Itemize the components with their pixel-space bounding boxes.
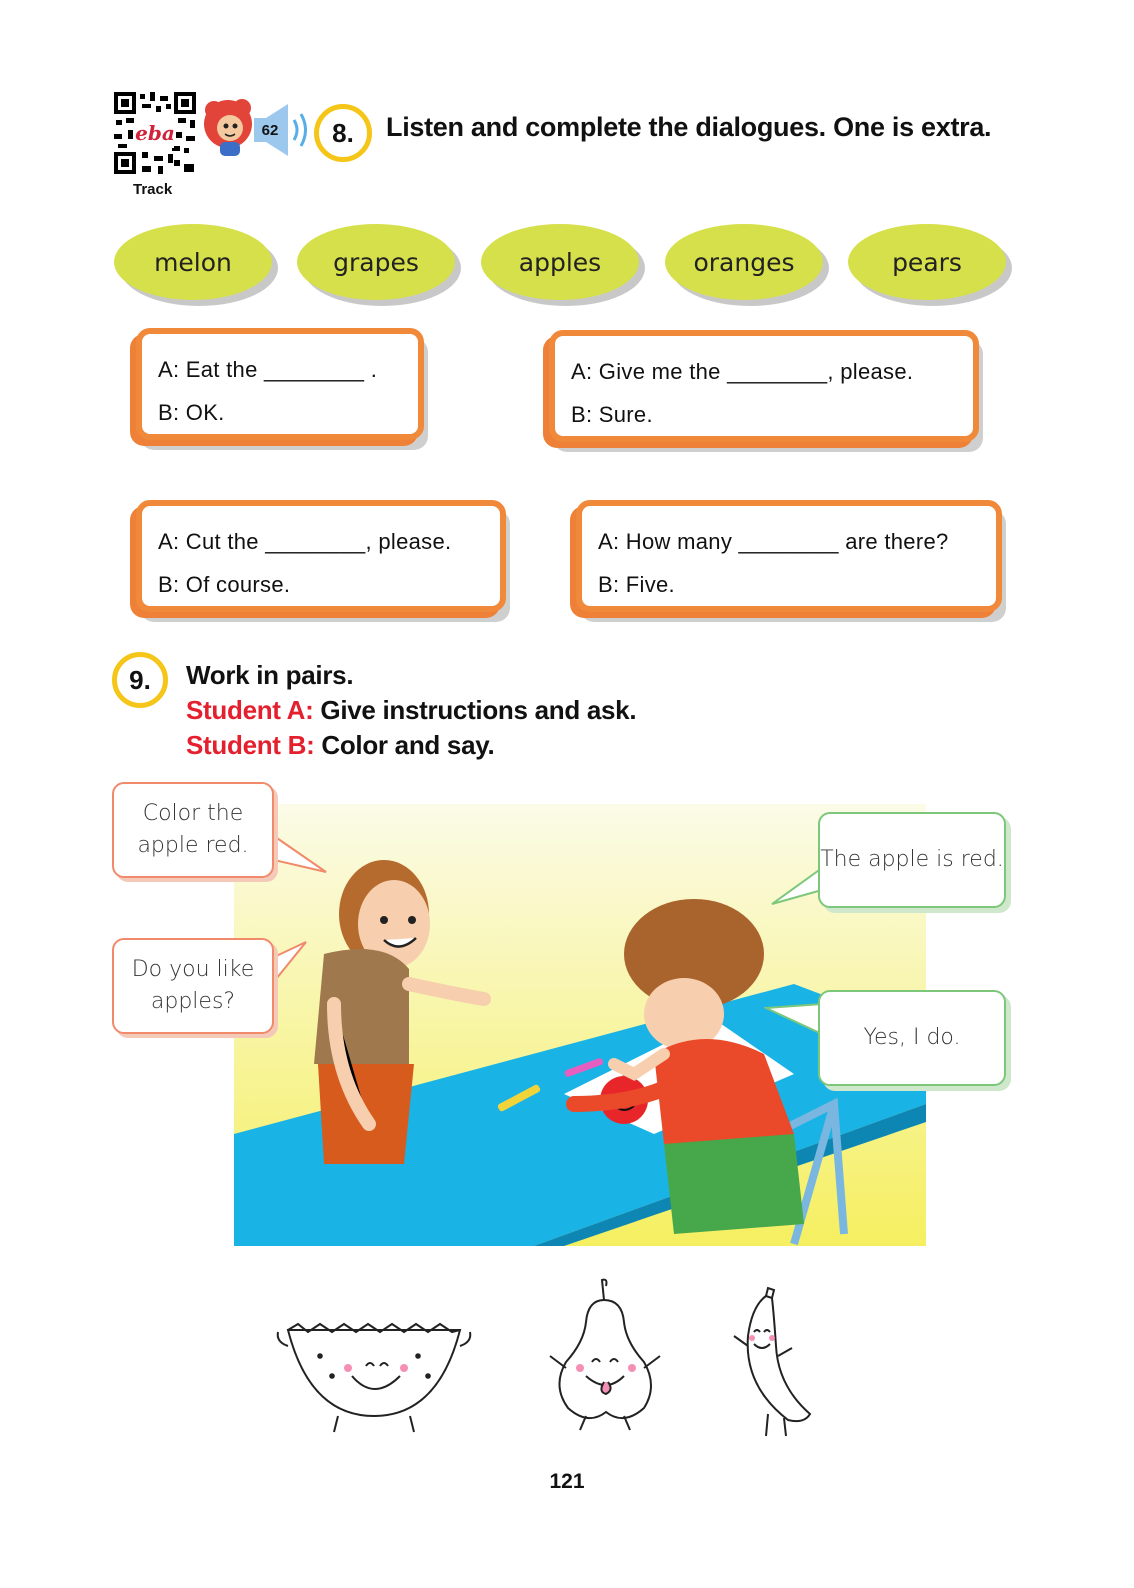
mascot-icon <box>200 96 260 160</box>
word-option-melon[interactable]: melon <box>114 224 272 300</box>
dialogue-line-b: B: Of course. <box>158 572 291 597</box>
audio-track-button[interactable] <box>252 104 314 156</box>
exercise-9-number: 9. <box>112 652 168 708</box>
word-option-grapes[interactable]: grapes <box>297 224 455 300</box>
dialogue-box-4 <box>576 500 1002 612</box>
fruit-doodles <box>268 1276 828 1446</box>
banana-icon <box>734 1288 810 1436</box>
svg-text:eba: eba <box>135 121 175 145</box>
dialogue-box-2 <box>549 330 979 442</box>
bubble-tail <box>270 938 310 998</box>
speech-bubble-yes-i-do: Yes, I do. <box>818 990 1006 1086</box>
bubble-tail <box>768 860 824 910</box>
pear-icon <box>550 1280 660 1430</box>
speech-bubble-do-you-like: Do you like apples? <box>112 938 274 1034</box>
word-option-pears[interactable]: pears <box>848 224 1006 300</box>
dialogue-line-b: B: Sure. <box>571 402 653 427</box>
student-b-instruction <box>186 730 494 761</box>
word-option-oranges[interactable]: oranges <box>665 224 823 300</box>
student-b-text: Color and say. <box>314 730 495 760</box>
exercise-8-number: 8. <box>314 104 372 162</box>
track-label: Track <box>133 181 173 198</box>
speech-bubble-apple-is-red: The apple is red. <box>818 812 1006 908</box>
qr-code[interactable] <box>112 90 198 176</box>
dialogue-box-3 <box>136 500 506 612</box>
student-a-text: Give instructions and ask. <box>313 695 637 725</box>
student-a-label: Student A: <box>186 695 314 725</box>
svg-text:62: 62 <box>261 122 279 139</box>
student-a-instruction <box>186 695 636 726</box>
student-b-label: Student B: <box>186 730 315 760</box>
watermelon-icon <box>278 1324 471 1432</box>
dialogue-line-a[interactable]: A: Eat the ________ . <box>158 357 378 382</box>
dialogue-line-b: B: OK. <box>158 400 225 425</box>
page-number: 121 <box>549 1470 585 1493</box>
dialogue-line-b: B: Five. <box>598 572 675 597</box>
bubble-tail <box>270 820 330 880</box>
dialogue-box-1 <box>136 328 424 440</box>
word-option-apples[interactable]: apples <box>481 224 639 300</box>
bubble-tail <box>764 998 824 1038</box>
dialogue-line-a[interactable]: A: Give me the ________, please. <box>571 359 914 384</box>
dialogue-line-a[interactable]: A: Cut the ________, please. <box>158 529 452 554</box>
speech-bubble-color-apple: Color the apple red. <box>112 782 274 878</box>
dialogue-line-a[interactable]: A: How many ________ are there? <box>598 529 949 554</box>
exercise-9-title: Work in pairs. <box>186 660 354 690</box>
exercise-8-title: Listen and complete the dialogues. One is extra. <box>386 112 992 142</box>
